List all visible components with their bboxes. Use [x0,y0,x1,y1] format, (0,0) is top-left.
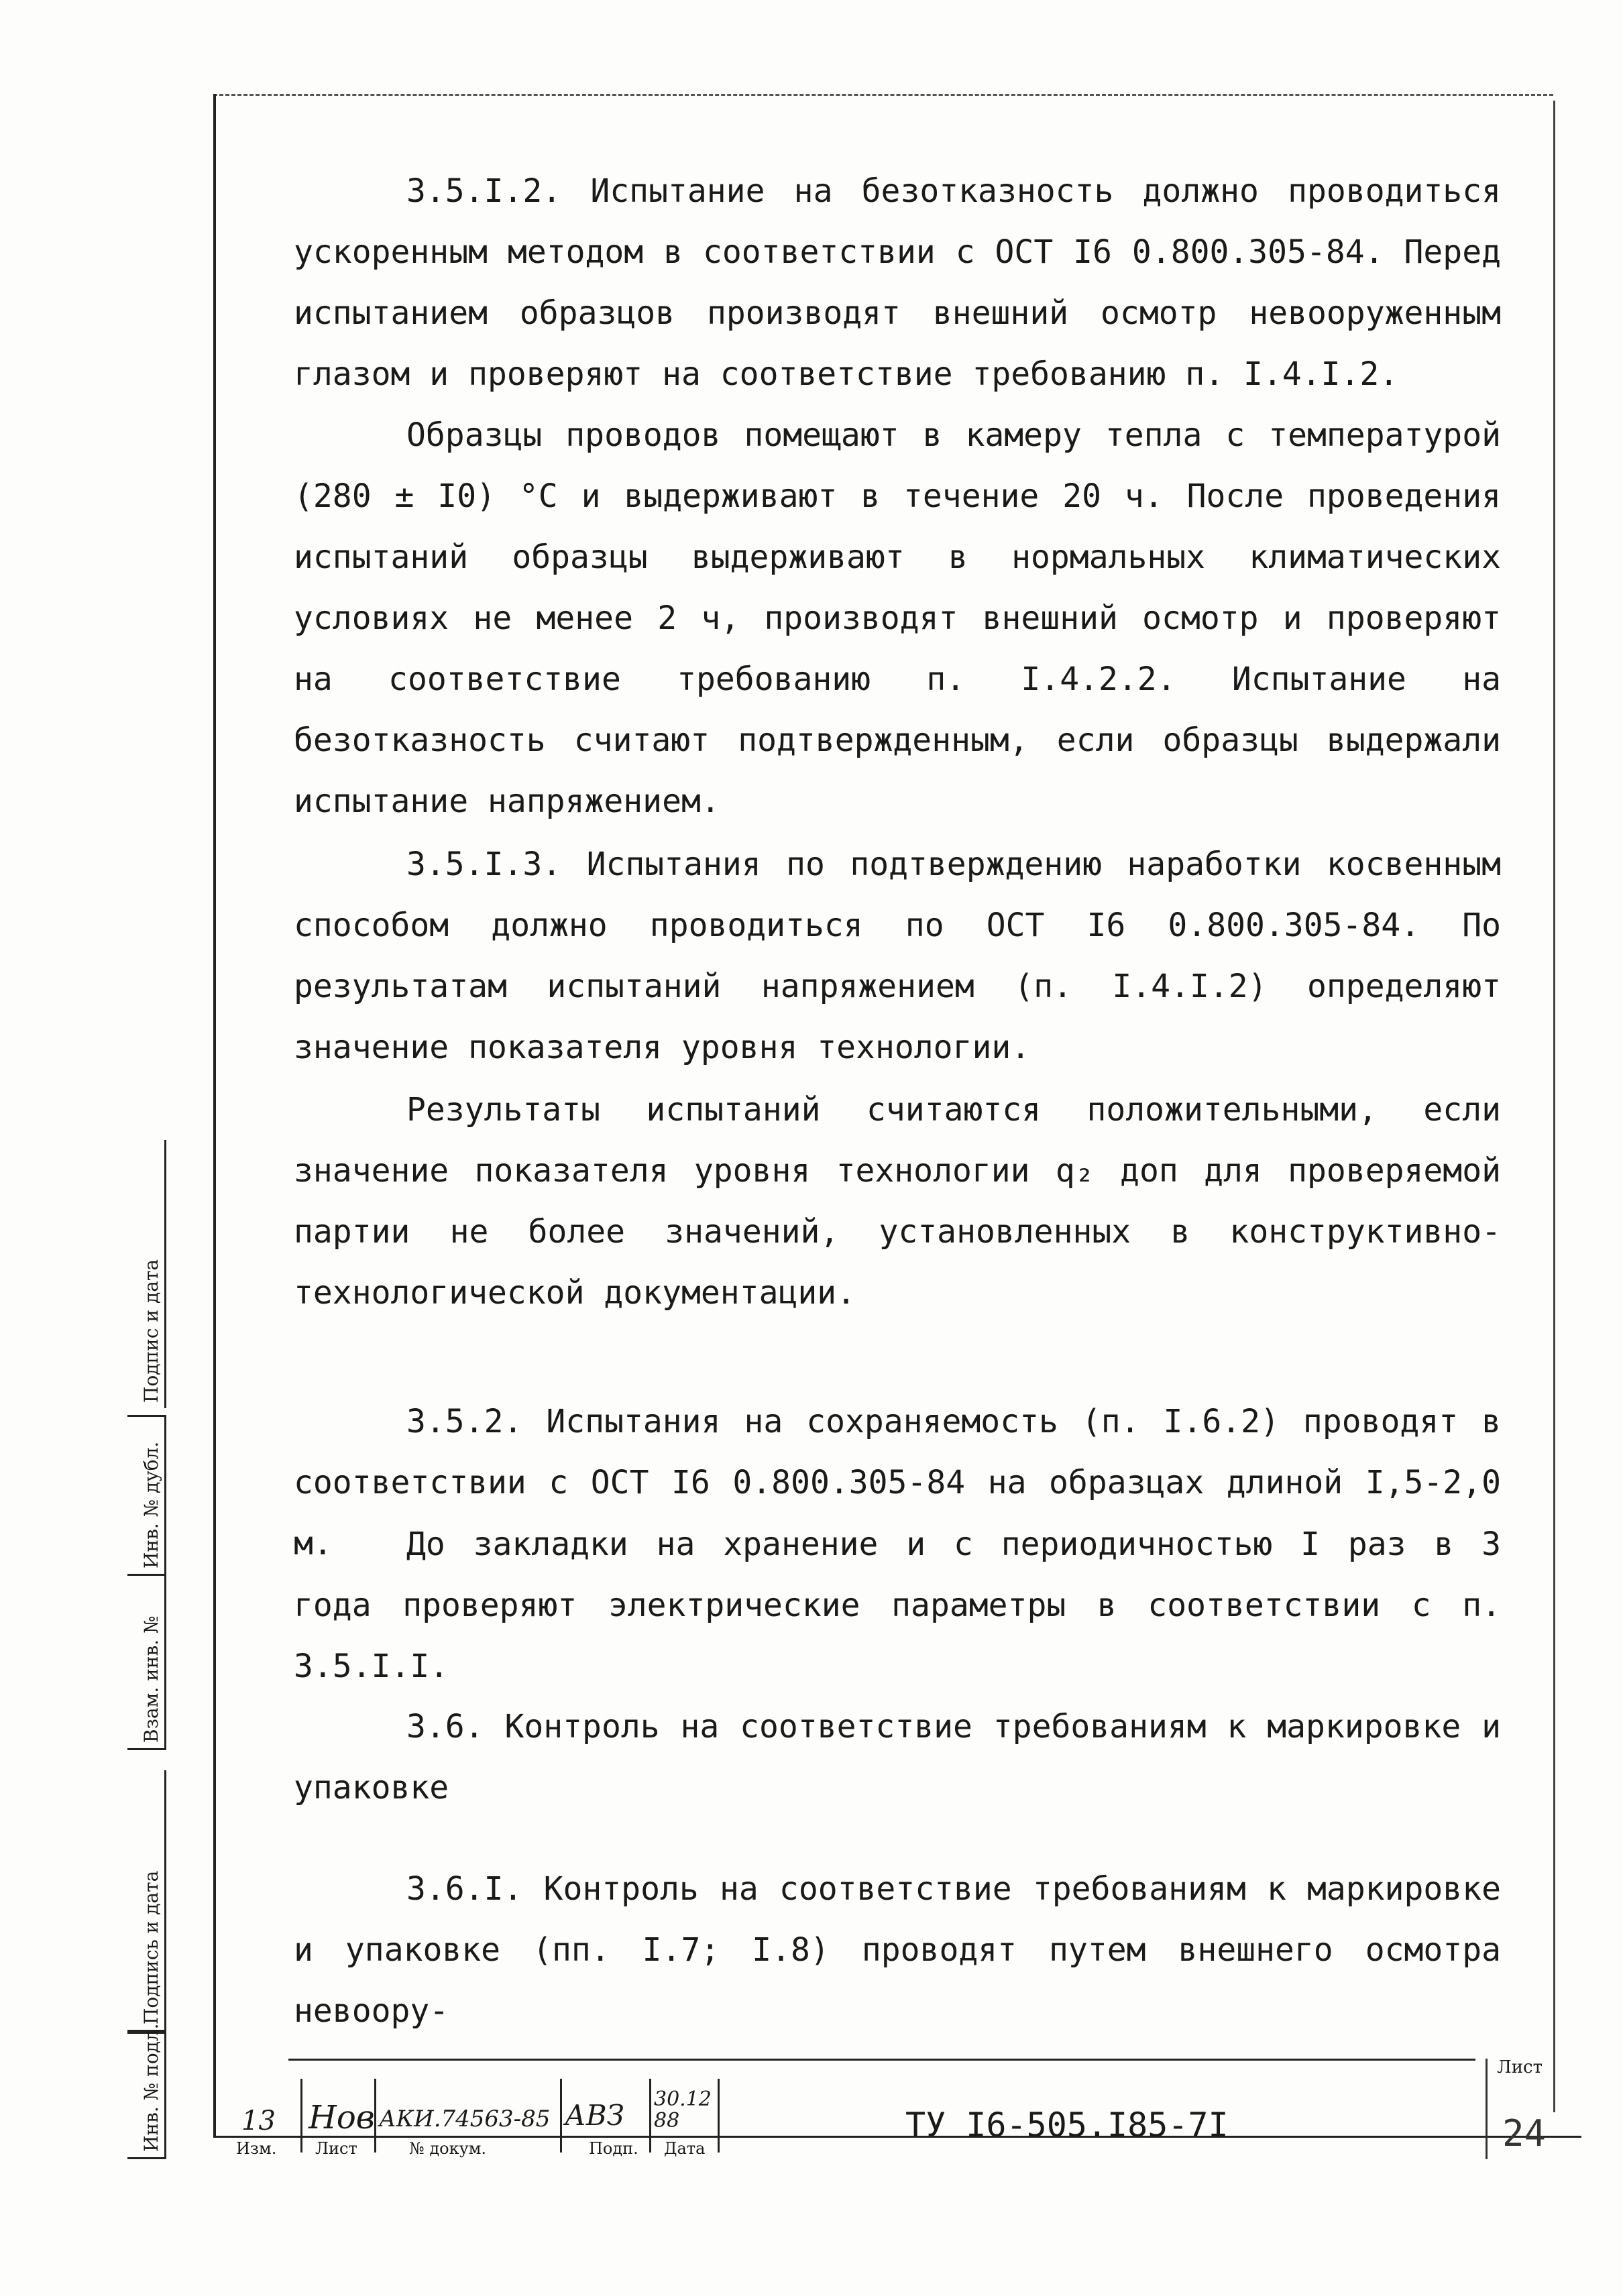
paragraph-results: Результаты испытаний считаются положительными, если значение показателя уровня технологии q₂ доп для проверяемой партии не более значений, установленных в конструктивно-технологической документации. [294,1091,1501,1312]
stamp-label: Взам. инв. № [140,1615,162,1743]
sheet-number: 24 [1502,2112,1547,2155]
frame-right [1553,101,1555,2112]
paragraph-3-6-1: 3.6.I. Контроль на соответствие требованиям к маркировке и упаковке (пп. I.7; I.8) проводят путем внешнего осмотра невоору- [294,1870,1501,2030]
document-number: ТУ I6-505.I85-7I [905,2106,1229,2144]
title-block-vline [300,2079,302,2152]
date-value: 30.12 88 [654,2087,712,2132]
title-block-vline [560,2079,562,2152]
frame-top [213,94,1553,96]
paragraph-storage: До закладки на хранение и с периодичностью I раз в 3 года проверяют электрические параметры в соответствии с п. 3.5.I.I. [294,1526,1501,1685]
col-change-label: Изм. [236,2139,277,2158]
stamp-inv-replace [127,1576,166,1750]
sheet-note: Нов [309,2099,375,2136]
frame-bottom [213,2136,1581,2138]
paragraph-3-5-1-3: 3.5.I.3. Испытания по подтверждению наработки косвенным способом должно проводиться по ОСТ I6 0.800.305-84. По результатам испытаний напряжением (п. I.4.I.2) определяют значение показателя уровня технологии. [294,846,1501,1066]
sheet-label: Лист [1497,2057,1543,2077]
title-block-hline [288,2059,1475,2061]
col-sheet-label: Лист [315,2139,357,2158]
stamp-dup-inv [127,1415,166,1576]
stamp-signature-date-2 [127,1770,166,2032]
stamp-label: Подпись и дата [140,1870,162,2024]
change-number: 13 [241,2106,276,2136]
stamp-label: Инв. № дубл. [140,1441,162,1568]
title-block-vline [718,2079,720,2152]
stamp-label: Инв. № подл. [140,2023,162,2152]
paragraph-3-5-2: 3.5.2. Испытания на сохраняемость (п. I.6.2) проводят в соответствии с ОСТ I6 0.800.305-84 на образцах длиной I,5-2,0 м. [294,1403,1501,1562]
stamp-orig-inv [127,2023,166,2159]
heading-3-6: 3.6. Контроль на соответствие требованиям к маркировке и упаковке [294,1708,1501,1806]
col-doc-label: № докум. [409,2139,486,2158]
stamp-signature-date-1 [127,1140,166,1408]
frame-left [213,94,216,2136]
document-ref: АКИ.74563-85 [379,2106,551,2132]
title-block-vline [649,2079,651,2152]
signature: АВЗ [565,2099,624,2132]
stamp-label: Подпис и дата [140,1259,162,1403]
paragraph-samples: Образцы проводов помещают в камеру тепла с температурой (280 ± I0) °С и выдерживают в течение 20 ч. После проведения испытаний образцы выдерживают в нормальных климатических условиях не менее 2 ч, производят внешний осмотр и проверяют на соответствие требованию п. I.4.2.2. Испытание на безотказность считают подтвержденным, если образцы выдержали испытание напряжением. [294,416,1501,820]
col-sign-label: Подп. [589,2139,638,2158]
col-date-label: Дата [664,2139,706,2158]
paragraph-3-5-1-2: 3.5.I.2. Испытание на безотказность должно проводиться ускоренным методом в соответствии с ОСТ I6 0.800.305-84. Перед испытанием образцов производят внешний осмотр невооруженным глазом и проверяют на соответствие требованию п. I.4.I.2. [294,172,1501,393]
